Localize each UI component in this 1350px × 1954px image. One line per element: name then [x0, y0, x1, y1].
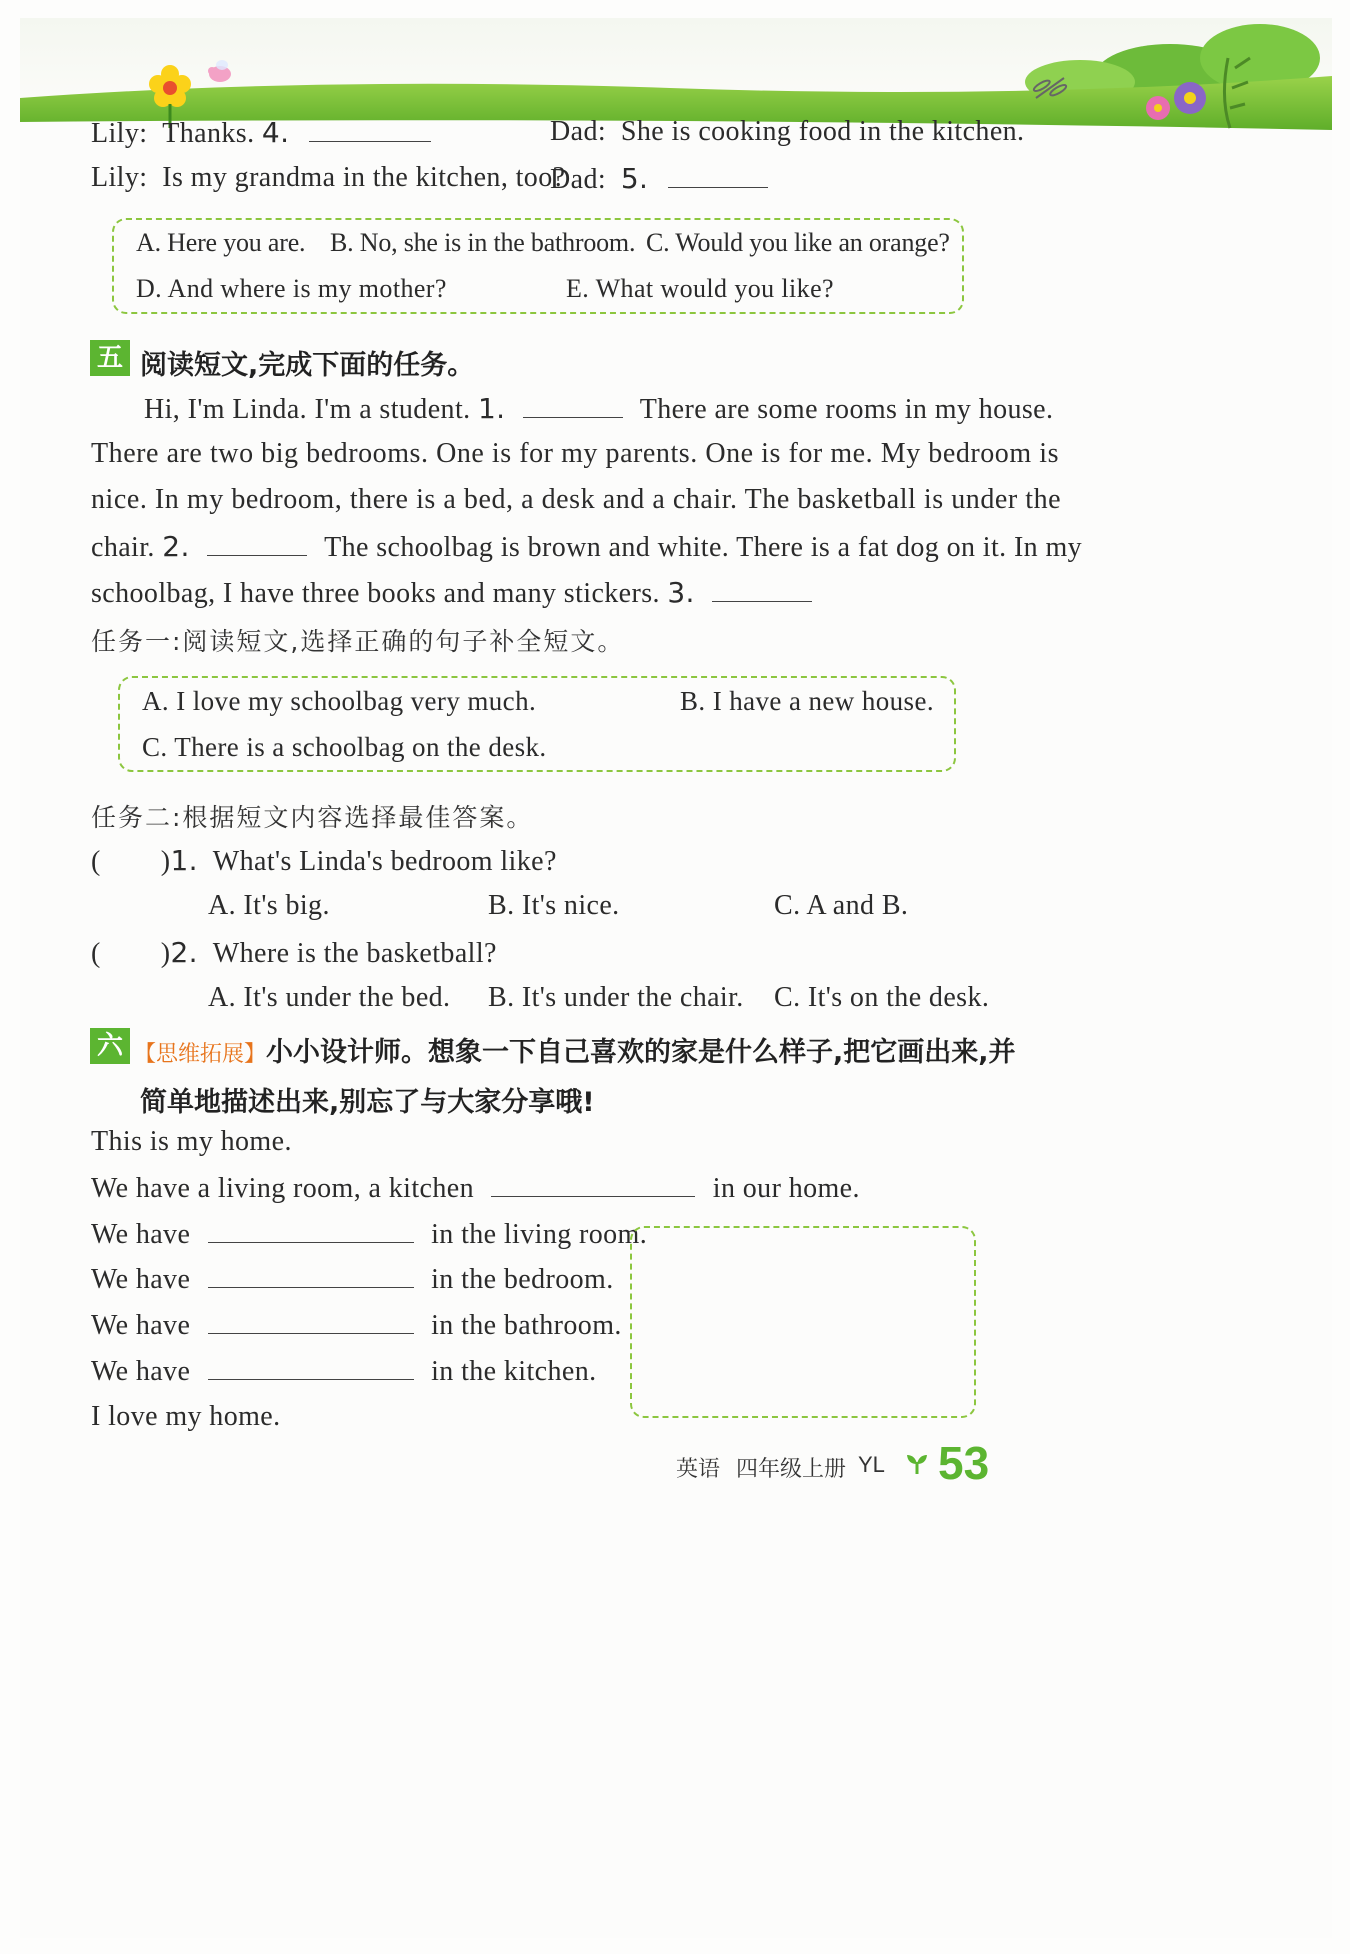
passage-line-4: chair. 2. The schoolbag is brown and white. There is a fat dog on it. In my [91, 530, 1083, 563]
question-2: ( )2. Where is the basketball? [91, 936, 497, 969]
option-c: C. Would you like an orange? [646, 228, 950, 257]
passage-line-5: schoolbag, I have three books and many stickers. 3. [91, 576, 812, 610]
passage-option-a: A. I love my schoolbag very much. [142, 686, 537, 716]
home-line-1: This is my home. [91, 1126, 292, 1157]
q1-option-a: A. It's big. [208, 890, 330, 921]
q2-option-b: B. It's under the chair. [488, 982, 744, 1013]
answer-blank-living[interactable] [208, 1218, 414, 1243]
section-badge-5: 五 [90, 340, 130, 376]
dialogue-row1-left: Lily: Thanks. 4. [91, 116, 431, 150]
answer-blank-4[interactable] [309, 117, 431, 142]
we-have-living-room: We have in the living room. [91, 1219, 648, 1250]
answer-blank-rooms[interactable] [491, 1172, 695, 1197]
option-b: B. No, she is in the bathroom. [330, 228, 636, 257]
passage-line-3: nice. In my bedroom, there is a bed, a desk and a chair. The basketball is under the [91, 484, 1062, 515]
answer-blank-p2[interactable] [207, 531, 307, 556]
question-1: ( )1. What's Linda's bedroom like? [91, 844, 557, 877]
task2-instruction: 任务二:根据短文内容选择最佳答案。 [91, 803, 534, 832]
passage-option-c: C. There is a schoolbag on the desk. [142, 732, 547, 762]
section6-title-line1: 【思维拓展】小小设计师。想象一下自己喜欢的家是什么样子,把它画出来,并 [134, 1037, 1016, 1068]
sprout-icon [906, 1452, 928, 1476]
q2-option-c: C. It's on the desk. [774, 982, 990, 1013]
drawing-area[interactable] [630, 1226, 976, 1418]
footer-edition: YL [858, 1452, 885, 1477]
dialogue-row1-right: Dad: She is cooking food in the kitchen. [550, 116, 1025, 147]
footer-subject: 英语 [676, 1457, 721, 1482]
section6-title-line2: 简单地描述出来,别忘了与大家分享哦! [140, 1087, 595, 1118]
dialogue-row2-left: Lily: Is my grandma in the kitchen, too? [91, 162, 566, 193]
answer-blank-bedroom[interactable] [208, 1263, 414, 1288]
dialogue-row2-right: Dad: 5. [550, 162, 768, 196]
answer-blank-kitchen[interactable] [208, 1355, 414, 1380]
footer-grade: 四年级上册 [736, 1457, 847, 1482]
task1-instruction: 任务一:阅读短文,选择正确的句子补全短文。 [91, 627, 625, 656]
we-have-bathroom: We have in the bathroom. [91, 1310, 622, 1341]
answer-paren-1[interactable] [101, 846, 161, 870]
section5-title: 阅读短文,完成下面的任务。 [140, 350, 475, 381]
q1-option-b: B. It's nice. [488, 890, 620, 921]
workbook-page [20, 18, 1332, 1938]
q1-option-c: C. A and B. [774, 890, 909, 921]
page-number: 53 [938, 1437, 990, 1489]
answer-blank-bathroom[interactable] [208, 1309, 414, 1334]
option-a: A. Here you are. [136, 228, 306, 257]
passage-line-1: Hi, I'm Linda. I'm a student. 1. There are some rooms in my house. [144, 392, 1054, 425]
home-line-last: I love my home. [91, 1401, 281, 1432]
section-badge-6: 六 [90, 1028, 130, 1064]
passage-option-b: B. I have a new house. [680, 686, 934, 716]
home-line-2: We have a living room, a kitchen in our home. [91, 1173, 860, 1204]
q2-option-a: A. It's under the bed. [208, 982, 451, 1013]
option-d: D. And where is my mother? [136, 274, 447, 303]
answer-blank-5[interactable] [668, 163, 768, 188]
option-e: E. What would you like? [566, 274, 834, 303]
we-have-bedroom: We have in the bedroom. [91, 1264, 614, 1295]
answer-blank-p3[interactable] [712, 577, 812, 602]
answer-paren-2[interactable] [101, 938, 161, 962]
passage-line-2: There are two big bedrooms. One is for my parents. One is for me. My bedroom is [91, 438, 1060, 469]
we-have-kitchen: We have in the kitchen. [91, 1356, 597, 1387]
answer-blank-p1[interactable] [523, 393, 623, 418]
